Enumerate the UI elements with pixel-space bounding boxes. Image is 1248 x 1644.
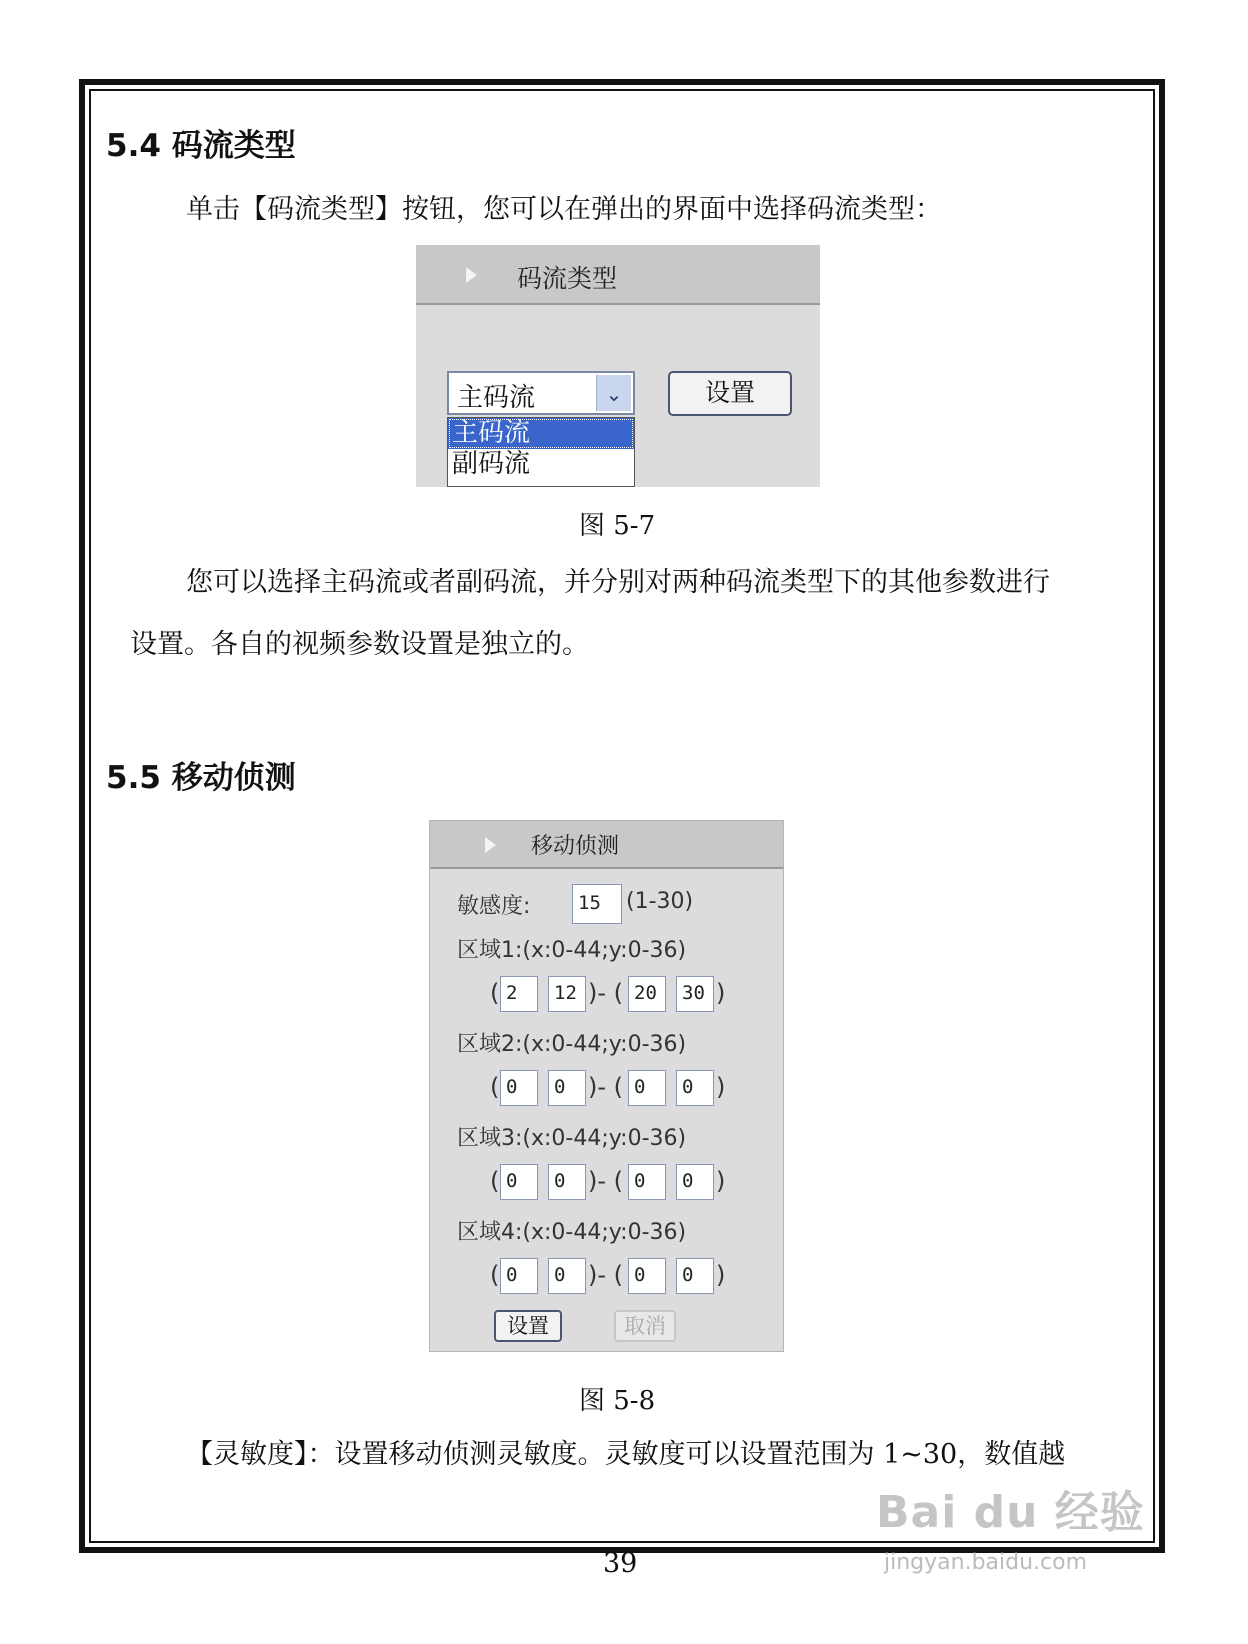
region-3-x2-input[interactable]: 0: [628, 1164, 666, 1200]
stream-type-select-value: 主码流: [457, 383, 536, 413]
motion-detect-panel-header: [430, 821, 783, 869]
paren-close: ): [716, 1261, 726, 1289]
motion-detect-cancel-button[interactable]: 取消: [614, 1310, 676, 1342]
paren-open: (: [490, 1073, 500, 1101]
stream-type-set-button[interactable]: 设置: [668, 371, 792, 416]
sensitivity-input[interactable]: 15: [572, 884, 622, 924]
region-2-x2-input[interactable]: 0: [628, 1070, 666, 1106]
expand-arrow-icon: [466, 267, 477, 283]
stream-type-dropdown-list: [447, 417, 635, 487]
motion-detect-panel: [429, 820, 784, 1352]
region-1-y1-input[interactable]: 12: [548, 976, 586, 1012]
paren-close: ): [716, 979, 726, 1007]
option-main-stream[interactable]: 主码流: [448, 418, 634, 449]
option-sub-stream[interactable]: 副码流: [452, 449, 531, 479]
region-4-x2-input[interactable]: 0: [628, 1258, 666, 1294]
range-separator: )- (: [588, 979, 624, 1007]
baidu-watermark-logo: Bai du 经验: [876, 1487, 1145, 1538]
paren-open: (: [490, 979, 500, 1007]
region-2-x1-input[interactable]: 0: [500, 1070, 538, 1106]
region-2-label: 区域2:(x:0-44;y:0-36): [457, 1032, 687, 1057]
region-1-x2-input[interactable]: 20: [628, 976, 666, 1012]
region-3-label: 区域3:(x:0-44;y:0-36): [457, 1126, 687, 1151]
region-4-y1-input[interactable]: 0: [548, 1258, 586, 1294]
sensitivity-range: (1-30): [626, 889, 694, 914]
baidu-watermark-url: jingyan.baidu.com: [884, 1550, 1088, 1575]
section-5-4-heading: 5.4 码流类型: [106, 128, 296, 164]
expand-arrow-icon: [485, 837, 496, 853]
region-4-label: 区域4:(x:0-44;y:0-36): [457, 1220, 687, 1245]
region-3-y2-input[interactable]: 0: [676, 1164, 714, 1200]
region-2-y2-input[interactable]: 0: [676, 1070, 714, 1106]
region-1-label: 区域1:(x:0-44;y:0-36): [457, 938, 687, 963]
sensitivity-label: 敏感度:: [457, 894, 531, 919]
paren-close: ): [716, 1167, 726, 1195]
stream-type-panel-title: 码流类型: [517, 264, 618, 293]
section-5-4-intro: 单击【码流类型】按钮，您可以在弹出的界面中选择码流类型：: [186, 194, 942, 225]
section-5-5-heading: 5.5 移动侦测: [106, 760, 296, 796]
region-1-x1-input[interactable]: 2: [500, 976, 538, 1012]
stream-type-panel-header: [416, 245, 820, 305]
paren-close: ): [716, 1073, 726, 1101]
stream-type-panel: [416, 245, 820, 487]
region-4-x1-input[interactable]: 0: [500, 1258, 538, 1294]
stream-type-select[interactable]: [447, 371, 635, 415]
range-separator: )- (: [588, 1261, 624, 1289]
range-separator: )- (: [588, 1167, 624, 1195]
paren-open: (: [490, 1167, 500, 1195]
paren-open: (: [490, 1261, 500, 1289]
section-5-4-body-line1: 您可以选择主码流或者副码流，并分别对两种码流类型下的其他参数进行: [186, 567, 1050, 598]
region-3-x1-input[interactable]: 0: [500, 1164, 538, 1200]
region-2-y1-input[interactable]: 0: [548, 1070, 586, 1106]
region-3-y1-input[interactable]: 0: [548, 1164, 586, 1200]
section-5-4-body-line2: 设置。各自的视频参数设置是独立的。: [130, 629, 589, 660]
chevron-down-icon[interactable]: ⌄: [596, 375, 631, 411]
figure-5-8-caption: 图 5-8: [579, 1386, 656, 1416]
section-5-5-body-line1: 【灵敏度】：设置移动侦测灵敏度。灵敏度可以设置范围为 1~30，数值越: [186, 1439, 1066, 1470]
region-4-y2-input[interactable]: 0: [676, 1258, 714, 1294]
range-separator: )- (: [588, 1073, 624, 1101]
page-number: 39: [603, 1548, 638, 1579]
motion-detect-set-button[interactable]: 设置: [494, 1310, 562, 1342]
region-1-y2-input[interactable]: 30: [676, 976, 714, 1012]
figure-5-7-caption: 图 5-7: [579, 511, 656, 541]
motion-detect-panel-title: 移动侦测: [531, 834, 620, 859]
